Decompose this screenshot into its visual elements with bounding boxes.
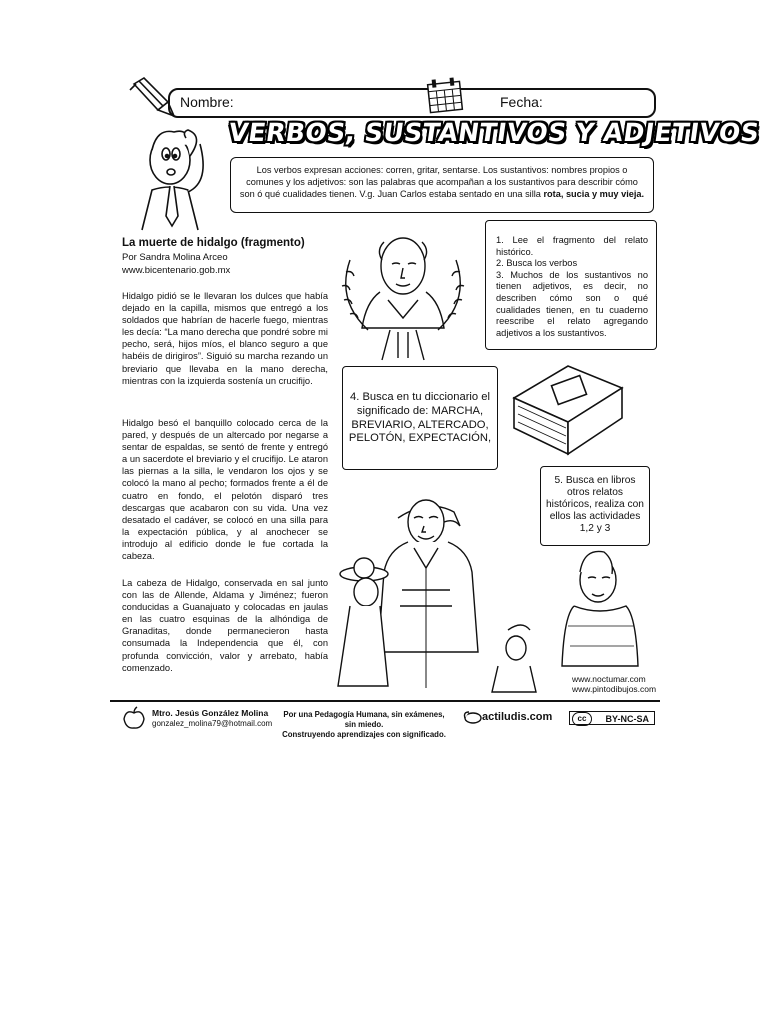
article-author: Por Sandra Molina Arceo: [122, 252, 228, 263]
motto-line: Por una Pedagogía Humana, sin exámenes, sin miedo.: [283, 710, 445, 729]
cc-icon: cc: [572, 712, 592, 726]
worksheet: [110, 70, 762, 739]
article-title: La muerte de hidalgo (fragmento): [122, 237, 305, 249]
activity-box-1-3: [485, 220, 657, 350]
name-date-bar[interactable]: [168, 88, 656, 118]
name-label: Nombre:: [180, 94, 234, 110]
activity-box-5: 5. Busca en libros otros relatos históricos, realiza con ellos las actividades 1,2 y 3: [540, 466, 650, 546]
article-website: www.bicentenario.gob.mx: [122, 265, 231, 276]
dictionary-book-illustration: [508, 358, 628, 458]
credit-link[interactable]: www.noctumar.com: [572, 674, 646, 684]
brand-link[interactable]: actiludis.com: [482, 711, 553, 723]
footer-divider: [110, 700, 660, 702]
article-paragraph: Hidalgo besó el banquillo colocado cerca de la pared, y después de un altercado por negarse a sentar de espaldas, se sentó de frente y entregó a un sacerdote el breviario y el crucifijo. Le ataron las piernas a la silla, le vendaron los ojos y se colocó la mano al pecho; formados frente a él de cuatro en fondo, el pelotón disparó tres descargas que acabaron con su vida. Una vez desatado el cadáver, se colocó en una silla para la expectación pública, y al anochecer se introdujo al edificio donde le fue cortada la cabeza.: [122, 418, 328, 562]
motto-block: [282, 710, 446, 740]
mouse-icon: [462, 710, 482, 724]
license-badge[interactable]: [569, 711, 655, 725]
apple-icon: [122, 706, 146, 730]
activity-1: 1. Lee el fragmento del relato histórico.: [496, 235, 648, 257]
author-block: [152, 708, 272, 729]
date-label: Fecha:: [500, 94, 543, 110]
credit-link[interactable]: www.pintodibujos.com: [572, 684, 657, 694]
activity-3: 3. Muchos de los sustantivos no tienen adjetivos, es decir, no describen cómo son o qué cualidades tienen, en tu cuaderno reescribe el relato agregando adjetivos a los sustantivos.: [496, 269, 648, 338]
calendar-icon: [426, 78, 464, 114]
activity-box-4: 4. Busca en tu diccionario el significado de: MARCHA, BREVIARIO, ALTERCADO, PELOTÓN, EXPECTACIÓN,: [342, 366, 498, 470]
article-paragraph: La cabeza de Hidalgo, conservada en sal junto con las de Allende, Aldama y Jiménez; fueron conducidas a Guanajuato y colocadas en jaulas en las cuatro esquinas de la alhóndiga de Granaditas, donde permanecieron hasta consumada la Independencia que él, con profunda convicción, valor y arrebato, había comenzado.: [122, 578, 328, 673]
motto-line: Construyendo aprendizajes con significado.: [282, 730, 446, 739]
intro-emphasis: rota, sucia y muy vieja.: [543, 189, 645, 199]
thinking-boy-illustration: [122, 120, 222, 230]
article-paragraph: Hidalgo pidió se le llevaran los dulces que había dejado en la capilla, mismos que entregó a los soldados que habrían de hacerle fuego, mientras les decía: “La mano derecha que pondré sobre mi pecho, será, hijos míos, el blanco seguro a que habéis de dirigiros”. Siguió su marcha rezando un breviario que llevaba en la mano derecha, mientras con la izquierda sostenía un crucifijo.: [122, 291, 328, 386]
activity-2: 2. Busca los verbos: [496, 258, 578, 269]
license-text: BY-NC-SA: [605, 714, 649, 724]
author-email[interactable]: gonzalez_molina79@hotmail.com: [152, 719, 273, 728]
hidalgo-portrait-illustration: [328, 220, 478, 370]
author-name: Mtro. Jesús González Molina: [152, 708, 269, 718]
worksheet-title: VERBOS, SUSTANTIVOS Y ADJETIVOS: [226, 118, 762, 147]
insurgents-illustration: [328, 470, 648, 695]
intro-text: Los verbos expresan acciones: corren, gritar, sentarse. Los sustantivos: nombres propios o comunes y los adjetivos: son las palabras que acompañan a los sustantivos para describir cómo son ó qué cualidades tienen. V.g. Juan Carlos estaba sentado en una silla: [239, 165, 638, 199]
intro-box: [230, 157, 654, 213]
